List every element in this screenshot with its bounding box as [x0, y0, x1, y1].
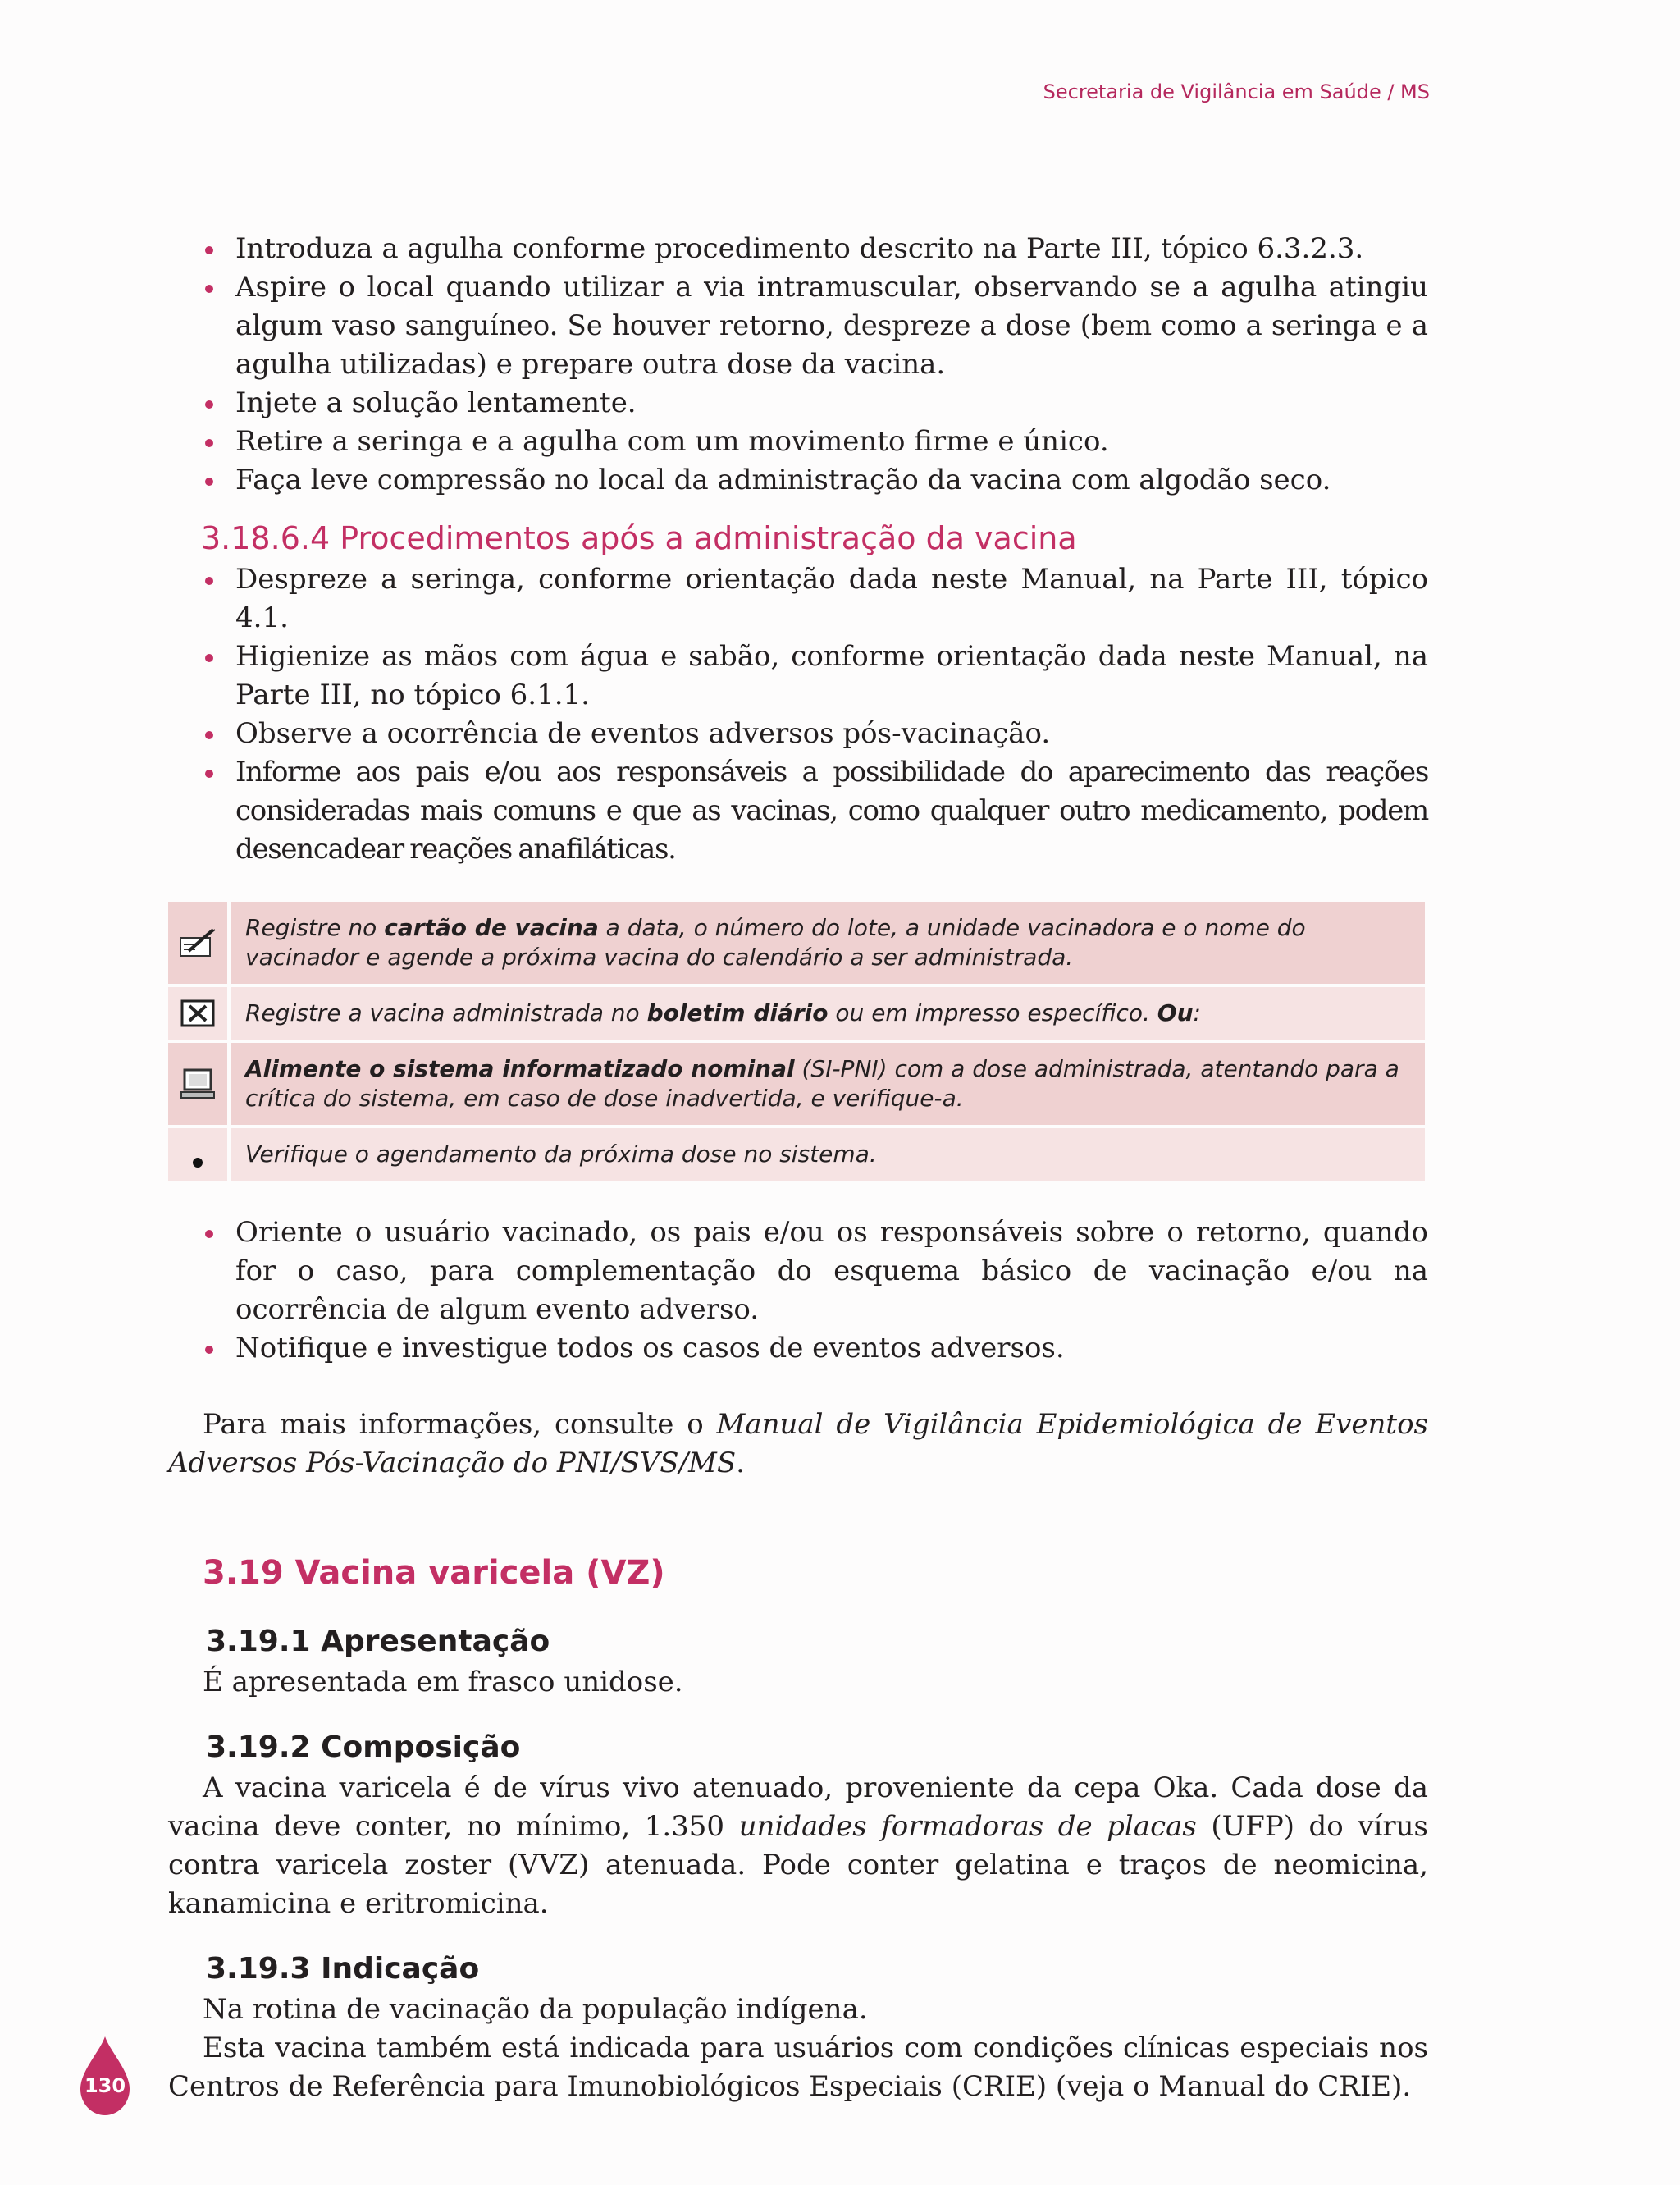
bullet-icon — [168, 1128, 227, 1181]
running-header: Secretaria de Vigilância em Saúde / MS — [1043, 80, 1430, 103]
note-text-boletim: Registre a vacina administrada no boletim diário ou em impresso específico. Ou: — [231, 987, 1425, 1040]
list-item: Observe a ocorrência de eventos adversos pós-vacinação. — [235, 715, 1428, 753]
apresentacao-text: É apresentada em frasco unidose. — [203, 1666, 683, 1698]
list-item: Aspire o local quando utilizar a via intramuscular, observando se a agulha atingiu algum vaso sanguíneo. Se houver retorno, despreze a dose (bem como a seringa e a agulha utilizadas) e prepare outra dose da vacina. — [235, 268, 1428, 384]
more-info-paragraph: Para mais informações, consulte o Manual de Vigilância Epidemiológica de Eventos Adversos Pós-Vacinação do PNI/SVS/MS. — [168, 1408, 1428, 1479]
section-heading-3-19: 3.19 Vacina varicela (VZ) — [203, 1554, 665, 1592]
note-text-si-pni: Alimente o sistema informatizado nominal (SI-PNI) com a dose administrada, atentando para a crítica do sistema, em caso de dose inadvertida, e verifique-a. — [231, 1043, 1425, 1125]
note-row-si-pni — [168, 1043, 1425, 1125]
list-item: Higienize as mãos com água e sabão, conforme orientação dada neste Manual, na Parte III, no tópico 6.1.1. — [235, 638, 1428, 715]
checkbox-x-icon — [168, 987, 227, 1040]
computer-icon — [168, 1043, 227, 1125]
list-item: Faça leve compressão no local da administração da vacina com algodão seco. — [235, 461, 1428, 500]
registration-notes-box — [168, 902, 1425, 1181]
note-row-cartao — [168, 902, 1425, 984]
list-item: Introduza a agulha conforme procedimento descrito na Parte III, tópico 6.3.2.3. — [235, 230, 1428, 268]
note-row-boletim — [168, 987, 1425, 1040]
pencil-writing-icon — [168, 902, 227, 984]
note-text-agendamento: Verifique o agendamento da próxima dose no sistema. — [231, 1128, 1425, 1181]
procedure-bullet-list — [168, 230, 1428, 500]
section-heading-3-18-6-4: 3.18.6.4 Procedimentos após a administração da vacina — [201, 520, 1077, 556]
indicacao-text-1: Na rotina de vacinação da população indígena. — [203, 1993, 868, 2026]
subsection-heading-3-19-2: 3.19.2 Composição — [206, 1730, 521, 1764]
subsection-heading-3-19-1: 3.19.1 Apresentação — [206, 1625, 550, 1658]
indicacao-text-2: Esta vacina também está indicada para usuários com condições clínicas especiais nos Centros de Referência para Imunobiológicos Especiais (CRIE) (veja o Manual do CRIE). — [168, 2032, 1428, 2103]
list-item: Notifique e investigue todos os casos de eventos adversos. — [235, 1329, 1428, 1368]
page-content — [168, 230, 1428, 2106]
composicao-text: A vacina varicela é de vírus vivo atenuado, proveniente da cepa Oka. Cada dose da vacina deve conter, no mínimo, 1.350 unidades formadoras de placas (UFP) do vírus contra varicela zoster (VVZ) atenuada. Pode conter gelatina e traços de neomicina, kanamicina e eritromicina. — [168, 1771, 1428, 1920]
list-item: Informe aos pais e/ou aos responsáveis a possibilidade do aparecimento das reações consideradas mais comuns e que as vacinas, como qualquer outro medicamento, podem desencadear reações anafiláticas. — [235, 753, 1428, 869]
note-text-cartao: Registre no cartão de vacina a data, o número do lote, a unidade vacinadora e o nome do vacinador e agende a próxima vacina do calendário a ser administrada. — [231, 902, 1425, 984]
orientation-bullet-list — [168, 1214, 1428, 1368]
list-item: Oriente o usuário vacinado, os pais e/ou os responsáveis sobre o retorno, quando for o caso, para complementação do esquema básico de vacinação e/ou na ocorrência de algum evento adverso. — [235, 1214, 1428, 1329]
subsection-heading-3-19-3: 3.19.3 Indicação — [206, 1952, 480, 1986]
post-vaccine-bullet-list — [168, 560, 1428, 869]
list-item: Retire a seringa e a agulha com um movimento firme e único. — [235, 423, 1428, 461]
page-number: 130 — [84, 2074, 126, 2097]
list-item: Injete a solução lentamente. — [235, 384, 1428, 423]
list-item: Despreze a seringa, conforme orientação dada neste Manual, na Parte III, tópico 4.1. — [235, 560, 1428, 638]
note-row-agendamento — [168, 1128, 1425, 1181]
